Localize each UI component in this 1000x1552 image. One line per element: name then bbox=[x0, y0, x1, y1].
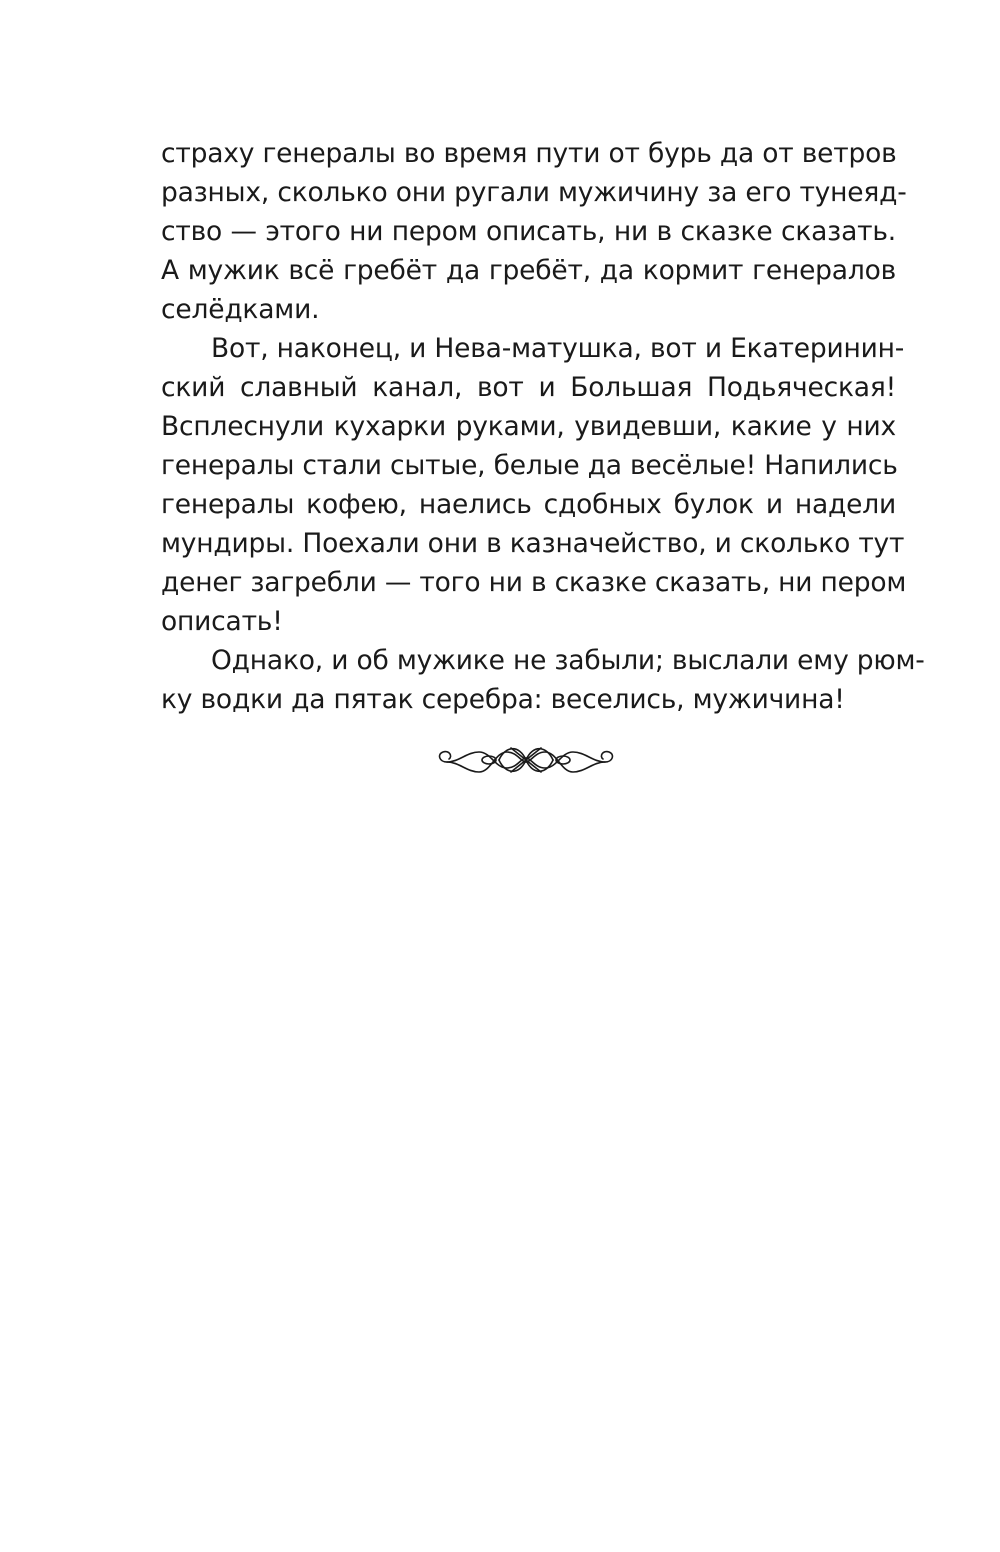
paragraph-2 bbox=[161, 329, 907, 641]
text-line: страху генералы во время пути от бурь да от ветров bbox=[161, 138, 897, 169]
text-line: Однако, и об мужике не забыли; выслали ему рюм- bbox=[211, 645, 925, 676]
text-line: денег загребли — того ни в сказке сказать, ни пером bbox=[161, 567, 907, 598]
text-line: ство — этого ни пером описать, ни в сказке сказать. bbox=[161, 216, 896, 247]
story-text bbox=[161, 134, 925, 719]
paragraph-1 bbox=[161, 134, 907, 329]
text-line: ку водки да пятак серебра: веселись, мужичина! bbox=[161, 684, 845, 715]
text-line: ский славный канал, вот и Большая Подьяческая! bbox=[161, 372, 896, 403]
text-line: мундиры. Поехали они в казначейство, и сколько тут bbox=[161, 528, 905, 559]
text-line: генералы кофею, наелись сдобных булок и надели bbox=[161, 489, 896, 520]
text-line: селёдками. bbox=[161, 294, 320, 325]
flourish-ornament-icon bbox=[433, 736, 619, 784]
text-line: генералы стали сытые, белые да весёлые! Напились bbox=[161, 450, 898, 481]
text-line: Всплеснули кухарки руками, увидевши, какие у них bbox=[161, 411, 896, 442]
text-line: разных, сколько они ругали мужичину за его тунеяд- bbox=[161, 177, 907, 208]
paragraph-3 bbox=[161, 641, 925, 719]
text-line: описать! bbox=[161, 606, 283, 637]
text-line: Вот, наконец, и Нева-матушка, вот и Екатеринин- bbox=[211, 333, 905, 364]
text-line: А мужик всё гребёт да гребёт, да кормит генералов bbox=[161, 255, 896, 286]
